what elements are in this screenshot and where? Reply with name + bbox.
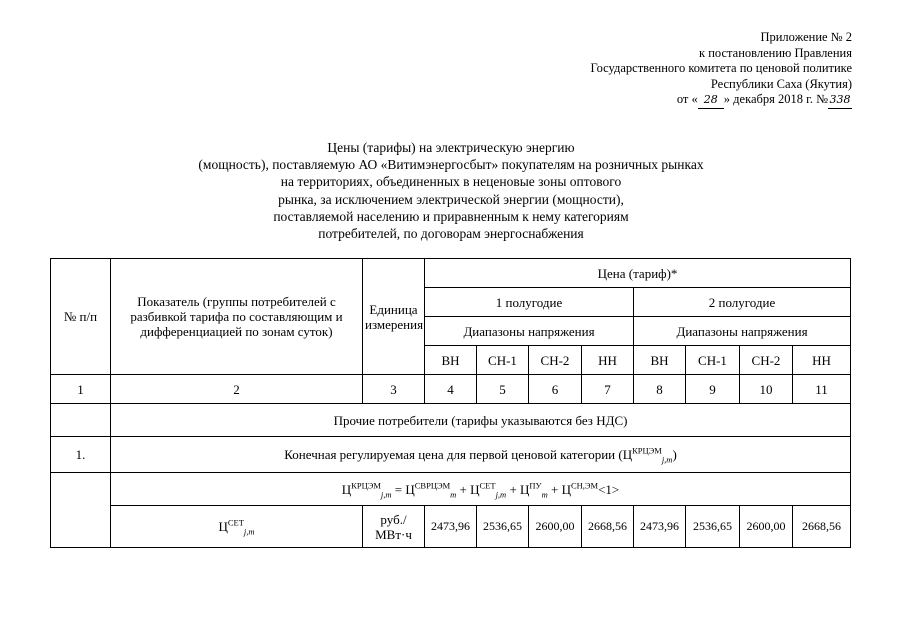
title-line-5: поставляемой населению и приравненным к нему категориям: [273, 208, 629, 224]
title-line-4: рынка, за исключением электрической энергии (мощности),: [278, 191, 624, 207]
set-unit: руб./МВт·ч: [363, 506, 425, 548]
formula-empty-cell: [51, 473, 111, 548]
header-price: Цена (тариф)*: [425, 259, 851, 288]
level-cell: СН-2: [740, 346, 793, 375]
set-symbol-cell: [111, 506, 363, 548]
col-number: 1: [51, 375, 111, 404]
row-1-text: Конечная регулируемая цена для первой ценовой категории (Ц: [284, 447, 633, 462]
header-half-2: 2 полугодие: [634, 288, 851, 317]
header-half-1: 1 полугодие: [425, 288, 634, 317]
price-cell: 2668,56: [582, 506, 634, 548]
level-cell: ВН: [425, 346, 477, 375]
level-cell: СН-1: [686, 346, 740, 375]
header-ranges-1: Диапазоны напряжения: [425, 317, 634, 346]
level-cell: НН: [793, 346, 851, 375]
handwritten-number: 338: [828, 92, 852, 109]
col-number: 3: [363, 375, 425, 404]
title-line-6: потребителей, по договорам энергоснабжения: [318, 226, 584, 242]
date-middle: » декабря 2018 г. №: [723, 92, 828, 106]
col-number: 7: [582, 375, 634, 404]
title-line-2: (мощность), поставляемую АО «Витимэнергосбыт» покупателям на розничных рынках: [198, 157, 704, 173]
section-empty-cell: [51, 404, 111, 437]
col-number: 6: [529, 375, 582, 404]
row-1-sup: КРЦЭМ: [632, 445, 662, 456]
formula-term: + Ц: [456, 481, 480, 497]
formula-term: Ц: [341, 481, 352, 497]
price-cell: 2473,96: [634, 506, 686, 548]
row-1-sub: j,m: [661, 454, 673, 465]
level-cell: ВН: [634, 346, 686, 375]
tariff-table: [50, 258, 851, 548]
col-number: 10: [740, 375, 793, 404]
date-prefix: от «: [676, 92, 698, 106]
row-1-label: [111, 437, 851, 473]
formula-term: + Ц: [506, 481, 530, 497]
formula-sub: j,m: [380, 489, 392, 500]
appendix-block: [590, 30, 852, 109]
appendix-republic: Республики Саха (Якутия): [710, 76, 852, 91]
price-cell: 2536,65: [477, 506, 529, 548]
col-number: 2: [111, 375, 363, 404]
price-cell: 2473,96: [425, 506, 477, 548]
price-cell: 2536,65: [686, 506, 740, 548]
col-number: 11: [793, 375, 851, 404]
formula-term: = Ц: [391, 481, 415, 497]
formula-sub: m: [450, 489, 457, 500]
appendix-committee: Государственного комитета по ценовой политике: [590, 61, 852, 75]
formula-sup: КРЦЭМ: [351, 480, 381, 491]
appendix-date-line: [590, 92, 852, 109]
formula-sub: m: [541, 489, 548, 500]
set-symbol-sub: j,m: [243, 526, 255, 537]
formula-sup: СЕТ: [479, 480, 496, 491]
document-title: [0, 139, 902, 242]
set-symbol-sup: СЕТ: [227, 517, 244, 528]
row-1-end: ): [672, 447, 677, 462]
formula-sup: СВРЦЭМ: [414, 480, 451, 491]
formula-term: + Ц: [547, 481, 571, 497]
level-cell: СН-1: [477, 346, 529, 375]
formula-sup: ПУ: [529, 480, 542, 491]
handwritten-day: 28: [698, 92, 724, 109]
set-symbol: Ц: [218, 519, 228, 534]
title-line-1: Цены (тарифы) на электрическую энергию: [327, 140, 575, 155]
header-indicator: Показатель (группы потребителей с разбивкой тарифа по составляющим и дифференциацией по зонам суток): [111, 259, 363, 375]
appendix-title: Приложение № 2: [760, 30, 852, 44]
formula-footnote: <1>: [598, 481, 620, 497]
col-number: 9: [686, 375, 740, 404]
col-number: 8: [634, 375, 686, 404]
price-cell: 2668,56: [793, 506, 851, 548]
col-number: 5: [477, 375, 529, 404]
price-cell: 2600,00: [529, 506, 582, 548]
header-num: № п/п: [51, 259, 111, 375]
header-unit: Единица измерения: [363, 259, 425, 375]
row-1-num: 1.: [51, 437, 111, 473]
price-cell: 2600,00: [740, 506, 793, 548]
formula-cell: [111, 473, 851, 506]
col-number: 4: [425, 375, 477, 404]
header-ranges-2: Диапазоны напряжения: [634, 317, 851, 346]
appendix-resolution: к постановлению Правления: [699, 45, 852, 60]
level-cell: НН: [582, 346, 634, 375]
formula-sub: j,m: [495, 489, 507, 500]
formula-sup: СН,ЭМ: [570, 480, 599, 491]
section-heading: Прочие потребители (тарифы указываются без НДС): [111, 404, 851, 437]
title-line-3: на территориях, объединенных в неценовые зоны оптового: [280, 174, 622, 190]
level-cell: СН-2: [529, 346, 582, 375]
